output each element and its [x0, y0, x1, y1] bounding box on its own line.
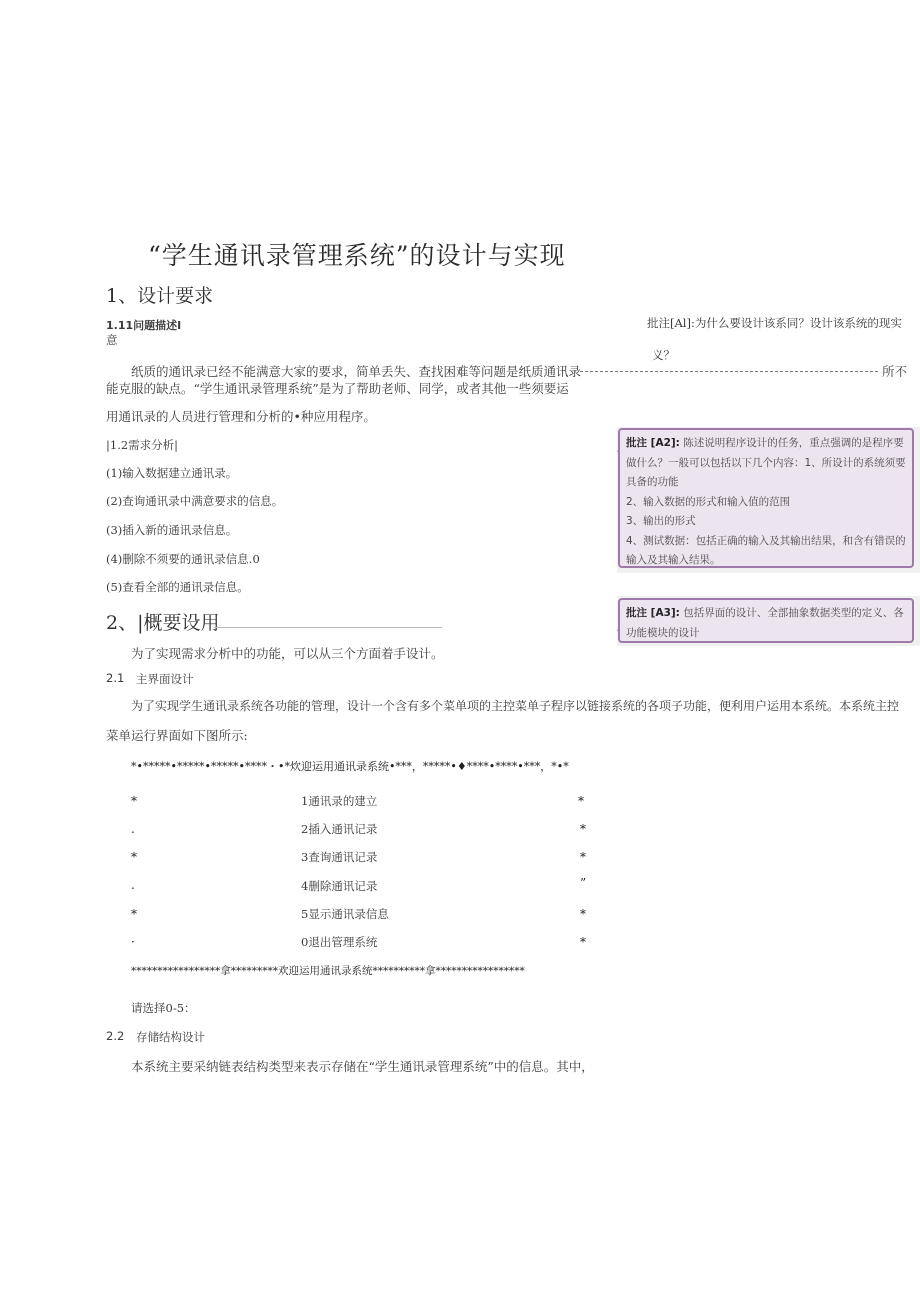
menu-row-left-mark: * [131, 794, 137, 808]
menu-item-label: 3查询通讯记录 [301, 850, 378, 864]
heading-underline [214, 627, 442, 628]
menu-row-left-mark: * [131, 907, 137, 921]
menu-bottom-border: *****************拿*********欢迎运用通讯录系统**********拿***************** [131, 965, 525, 977]
paragraph-2-1-line-2: 菜单运行界面如下图所示: [106, 728, 248, 743]
menu-row-right-mark: * [580, 935, 586, 949]
requirement-item: (1)输入数据建立通讯录。 [106, 466, 238, 480]
menu-row-right-mark: * [580, 907, 586, 921]
paragraph-1-line-3: 用通讯录的人员进行管理和分析的•种应用程序。 [106, 409, 376, 424]
section-2-intro: 为了实现需求分析中的功能，可以从三个方面着手设计。 [131, 646, 444, 661]
comment-a2-line: 2、输入数据的形式和输入值的范围 [626, 495, 791, 508]
menu-row-left-mark: · [131, 935, 135, 949]
comment-a2-body [626, 434, 906, 493]
requirement-item: (4)删除不须要的通讯录信息.0 [106, 552, 260, 566]
document-title: “学生通讯录管理系统”的设计与实现 [148, 241, 566, 270]
subsection-2-1-title: 主界面设计 [136, 672, 194, 686]
section-1-heading: 1、设计要求 [106, 285, 214, 307]
menu-item-label: 0退出管理系统 [301, 935, 378, 949]
menu-row-left-mark: * [131, 850, 137, 864]
menu-row-right-mark: * [580, 822, 586, 836]
paragraph-1-line-1: 纸质的通讯录已经不能满意大家的要求，简单丢失、查找困难等问题是纸质通讯录 [131, 364, 582, 379]
menu-row-right-mark: * [578, 794, 584, 808]
menu-row-left-mark: . [131, 878, 135, 892]
comment-a2-label: 批注 [A2]: [626, 437, 680, 449]
paragraph-1-line-2: 能克服的缺点。“学生通讯录管理系统”是为了帮助老师、同学，或者其他一些须要运 [106, 381, 569, 396]
comment-a3-body [626, 604, 906, 643]
subsection-2-2-number: 2.2 [106, 1029, 125, 1043]
paragraph-1-line-1-tail: 所不 [882, 364, 908, 379]
comment-a3-label: 批注 [A3]: [626, 607, 680, 619]
comment-a2-text: 陈述说明程序设计的任务，重点强调的是程序要做什么？一般可以包括以下几个内容：1、所设计的系统须要具备的功能 [626, 437, 906, 488]
comment-leader-line [580, 371, 878, 372]
paragraph-2-1-line-1: 为了实现学生通讯录系统各功能的管理，设计一个含有多个菜单项的主控菜单子程序以链接系统的各项子功能，便利用户运用本系统。本系统主控 [131, 699, 900, 713]
menu-item-label: 4删除通讯记录 [301, 879, 378, 893]
subsection-1-1-heading: 1.11问题描述I [106, 319, 182, 332]
paragraph-2-2: 本系统主要采纳链表结构类型来表示存储在“学生通讯录管理系统”中的信息。其中， [131, 1059, 594, 1074]
requirement-item: (3)插入新的通讯录信息。 [106, 523, 238, 537]
menu-item-label: 2插入通讯记录 [301, 822, 378, 836]
menu-row-left-mark: . [131, 822, 135, 836]
comment-a3-text: 包括界面的设计、全部抽象数据类型的定义、各功能模块的设计 [626, 607, 904, 639]
menu-row-right-mark: ” [580, 876, 587, 890]
subsection-1-2-heading: |1.2需求分析| [106, 438, 179, 452]
subsection-1-1-heading-tail: 意 [106, 333, 118, 347]
menu-prompt: 请选择0-5： [131, 1001, 196, 1015]
comment-a2-line: 3、输出的形式 [626, 515, 696, 527]
comment-a1-line-1: 批注[Al]:为什么要设计该系同？设计该系统的现实 [647, 316, 902, 330]
menu-row-right-mark: * [580, 850, 586, 864]
comment-a2-line: 4、测试数据：包括正确的输入及其输出结果，和含有错误的输入及其输入结果。 [626, 534, 906, 566]
comment-a1-line-2: 义？ [652, 348, 675, 362]
requirement-item: (5)查看全部的通讯录信息。 [106, 580, 249, 594]
menu-top-border: *•*****•*****•*****•****・•*炊迎运用通讯录系统•***，*****•♦****•****•***，*•* [131, 760, 569, 773]
section-2-heading: 2、|概要设用 [106, 612, 220, 634]
subsection-2-1-number: 2.1 [106, 671, 125, 685]
subsection-2-2-title: 存储结构设计 [136, 1030, 205, 1044]
comment-a2-balloon[interactable] [618, 428, 914, 568]
comment-a3-balloon[interactable] [618, 598, 914, 643]
requirement-item: (2)查询通讯录中满意要求的信息。 [106, 494, 284, 508]
menu-item-label: 1通讯录的建立 [301, 794, 378, 808]
menu-item-label: 5显示通讯录信息 [301, 907, 389, 921]
